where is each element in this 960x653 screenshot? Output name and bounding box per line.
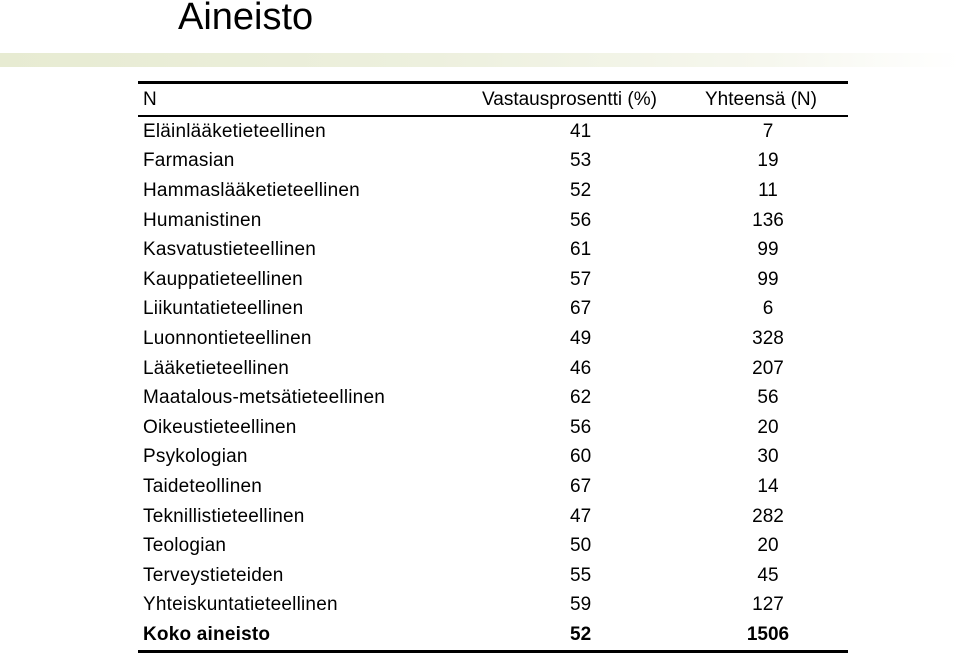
- faculty-name-cell: Humanistinen: [143, 209, 262, 231]
- faculty-name-cell: Teknillistieteellinen: [143, 505, 305, 527]
- faculty-name-cell: Luonnontieteellinen: [143, 327, 312, 349]
- faculty-name-cell: Yhteiskuntatieteellinen: [143, 594, 338, 616]
- faculty-name-cell: Farmasian: [143, 150, 235, 172]
- response-rate-cell: 47: [570, 505, 592, 527]
- faculty-name-cell: Terveystieteiden: [143, 564, 284, 586]
- table-row: Psykologian 60 30: [143, 446, 779, 468]
- faculty-name-cell: Maatalous-metsätieteellinen: [143, 387, 385, 409]
- table-row: Oikeustieteellinen 56 20: [143, 416, 779, 438]
- faculty-name-cell: Kasvatustieteellinen: [143, 239, 316, 261]
- column-header-n: N: [143, 88, 157, 110]
- faculty-name-cell: Eläinlääketieteellinen: [143, 120, 326, 142]
- table-row: Kasvatustieteellinen 61 99: [143, 239, 779, 261]
- table-row: Teknillistieteellinen 47 282: [143, 505, 784, 527]
- response-rate-cell: 56: [570, 416, 592, 438]
- page-title: Aineisto: [178, 0, 314, 38]
- table-row: Taideteollinen 67 14: [143, 475, 779, 497]
- response-rate-cell: 59: [570, 594, 592, 616]
- table-row: Yhteiskuntatieteellinen 59 127: [143, 594, 784, 616]
- table-row: Kauppatieteellinen 57 99: [143, 268, 779, 290]
- faculty-name-cell: Liikuntatieteellinen: [143, 298, 304, 320]
- response-rate-cell: 49: [570, 327, 592, 349]
- response-rate-cell: 56: [570, 209, 592, 231]
- table-row: Terveystieteiden 55 45: [143, 564, 779, 586]
- table-row: Humanistinen 56 136: [143, 209, 784, 231]
- table-row: Lääketieteellinen 46 207: [143, 357, 784, 379]
- column-header-total: Yhteensä (N): [705, 88, 817, 110]
- faculty-name-cell: Psykologian: [143, 446, 248, 468]
- table-row: Liikuntatieteellinen 67 6: [143, 298, 774, 320]
- table-row: Maatalous-metsätieteellinen 62 56: [143, 387, 779, 409]
- table-row: Eläinlääketieteellinen 41 7: [143, 120, 774, 142]
- response-rate-cell: 60: [570, 446, 592, 468]
- table-row: Luonnontieteellinen 49 328: [143, 327, 784, 349]
- response-rate-cell: 53: [570, 150, 592, 172]
- table-header-row: [138, 84, 848, 115]
- table-row: Hammaslääketieteellinen 52 11: [143, 179, 778, 201]
- response-rate-cell: 57: [570, 268, 592, 290]
- faculty-name-cell: Hammaslääketieteellinen: [143, 179, 360, 201]
- response-rate-cell: 52: [570, 179, 592, 201]
- table-row: Teologian 50 20: [143, 535, 779, 557]
- table-summary-row: Koko aineisto 52 1506: [143, 623, 790, 645]
- column-header-response-rate: Vastausprosentti (%): [482, 88, 657, 110]
- response-rate-cell: 62: [570, 387, 592, 409]
- response-rate-cell: 46: [570, 357, 592, 379]
- response-rate-cell: 41: [570, 120, 592, 142]
- response-rate-cell: 55: [570, 564, 592, 586]
- faculty-name-cell: Taideteollinen: [143, 475, 262, 497]
- response-rate-cell: 67: [570, 475, 592, 497]
- response-rate-cell: 61: [570, 239, 592, 261]
- summary-pct-cell: 52: [570, 623, 592, 645]
- table-bottom-rule: [138, 650, 848, 653]
- data-table: [138, 81, 848, 653]
- faculty-name-cell: Lääketieteellinen: [143, 357, 290, 379]
- title-underline-bar: [0, 53, 960, 67]
- table-body: [138, 117, 848, 620]
- faculty-name-cell: Teologian: [143, 535, 227, 557]
- response-rate-cell: 67: [570, 298, 592, 320]
- faculty-name-cell: Kauppatieteellinen: [143, 268, 303, 290]
- response-rate-cell: 50: [570, 535, 592, 557]
- summary-name-cell: Koko aineisto: [143, 623, 271, 645]
- faculty-name-cell: Oikeustieteellinen: [143, 416, 297, 438]
- table-row: Farmasian 53 19: [143, 150, 779, 172]
